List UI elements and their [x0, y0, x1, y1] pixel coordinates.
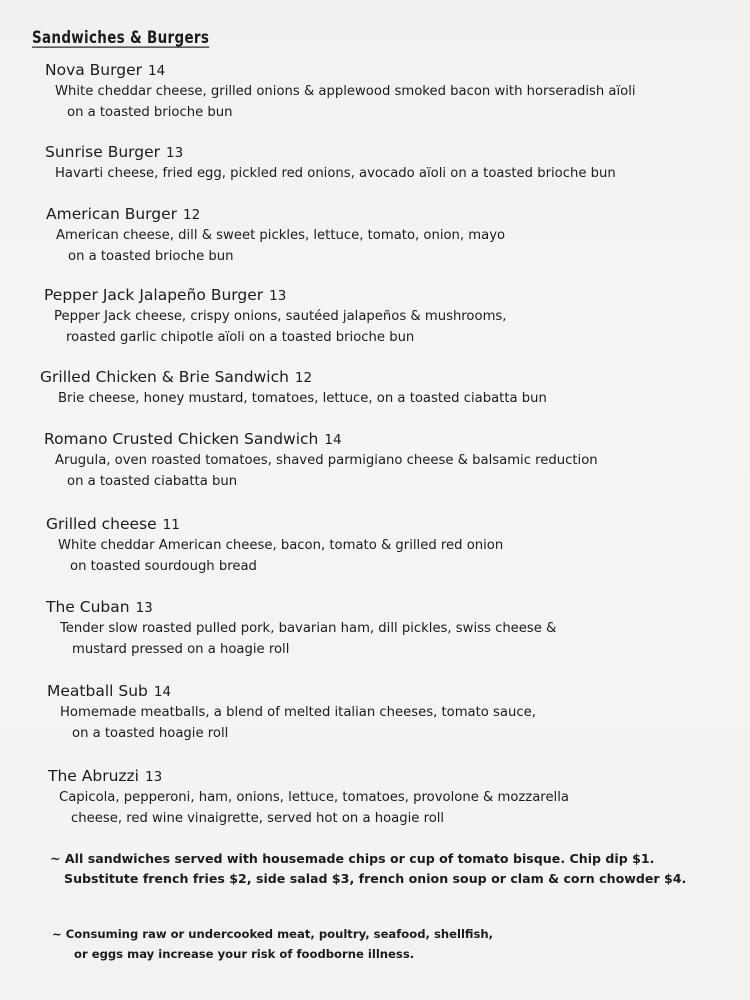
menu-item [46, 204, 505, 267]
item-desc-line1: Brie cheese, honey mustard, tomatoes, lettuce, on a toasted ciabatta bun [58, 391, 547, 406]
menu-item [40, 367, 547, 409]
menu-item [46, 514, 503, 577]
item-price: 11 [162, 517, 180, 533]
item-name: The Cuban [46, 598, 130, 616]
item-title [44, 429, 598, 450]
item-description [60, 702, 536, 744]
health-warning-line2: or eggs may increase your risk of foodborne illness. [74, 947, 415, 961]
item-title [46, 597, 556, 618]
item-name: Pepper Jack Jalapeño Burger [44, 286, 264, 304]
item-desc-line2: on a toasted ciabatta bun [67, 474, 238, 489]
menu-item [44, 429, 598, 492]
item-desc-line2: on a toasted brioche bun [68, 249, 234, 264]
item-price: 14 [147, 63, 166, 79]
item-price: 12 [294, 370, 313, 386]
item-description [55, 81, 636, 123]
menu-item [44, 285, 506, 348]
item-desc-line1: White cheddar cheese, grilled onions & applewood smoked bacon with horseradish aïoli [55, 84, 636, 99]
sides-note-line2: Substitute french fries $2, side salad $3, french onion soup or clam & corn chowder $4. [64, 871, 687, 886]
item-title [46, 204, 505, 225]
item-desc-line1: White cheddar American cheese, bacon, tomato & grilled red onion [58, 538, 504, 553]
section-heading: Sandwiches & Burgers [32, 27, 210, 48]
item-name: Romano Crusted Chicken Sandwich [44, 430, 319, 448]
item-name: Nova Burger [45, 61, 142, 79]
item-description [55, 163, 616, 184]
item-name: Grilled Chicken & Brie Sandwich [40, 368, 289, 386]
item-name: Meatball Sub [47, 682, 148, 700]
item-title [46, 514, 503, 535]
item-desc-line2: on a toasted hoagie roll [72, 726, 229, 741]
sides-note-line1: ~ All sandwiches served with housemade chips or cup of tomato bisque. Chip dip $1. [50, 851, 655, 866]
item-desc-line1: Capicola, pepperoni, ham, onions, lettuce, tomatoes, provolone & mozzarella [59, 790, 569, 805]
item-title [44, 285, 506, 306]
item-price: 13 [135, 600, 153, 616]
item-title [45, 142, 616, 163]
item-title [45, 60, 636, 81]
item-desc-line2: on a toasted brioche bun [67, 105, 233, 120]
menu-item [45, 60, 636, 123]
item-price: 14 [324, 432, 342, 448]
item-title [48, 766, 569, 787]
item-description [59, 787, 569, 829]
menu-item [46, 597, 556, 660]
item-price: 13 [166, 145, 184, 161]
item-description [60, 618, 556, 660]
item-desc-line2: on toasted sourdough bread [70, 559, 257, 574]
item-title [47, 681, 536, 702]
item-desc-line1: American cheese, dill & sweet pickles, lettuce, tomato, onion, mayo [56, 228, 506, 243]
health-warning [52, 924, 493, 964]
item-desc-line1: Tender slow roasted pulled pork, bavarian ham, dill pickles, swiss cheese & [60, 621, 557, 636]
item-price: 12 [183, 207, 201, 223]
item-desc-line1: Havarti cheese, fried egg, pickled red onions, avocado aïoli on a toasted brioche bun [55, 166, 616, 181]
item-desc-line1: Arugula, oven roasted tomatoes, shaved parmigiano cheese & balsamic reduction [55, 453, 598, 468]
sides-note [50, 849, 686, 889]
item-name: Grilled cheese [46, 515, 157, 533]
item-desc-line2: roasted garlic chipotle aïoli on a toasted brioche bun [66, 330, 415, 345]
item-description [55, 450, 598, 492]
item-title [40, 367, 547, 388]
item-description [58, 535, 503, 577]
item-price: 14 [153, 684, 172, 700]
item-desc-line1: Homemade meatballs, a blend of melted italian cheeses, tomato sauce, [60, 705, 536, 720]
item-desc-line2: cheese, red wine vinaigrette, served hot on a hoagie roll [71, 811, 445, 826]
menu-item [48, 766, 569, 829]
health-warning-line1: ~ Consuming raw or undercooked meat, poultry, seafood, shellfish, [52, 927, 494, 941]
item-desc-line2: mustard pressed on a hoagie roll [72, 642, 290, 657]
item-description [56, 225, 505, 267]
item-description [58, 388, 547, 409]
item-name: Sunrise Burger [45, 143, 161, 161]
menu-item [45, 142, 616, 184]
item-description [54, 306, 506, 348]
item-price: 13 [144, 769, 163, 785]
item-desc-line1: Pepper Jack cheese, crispy onions, sautéed jalapeños & mushrooms, [54, 309, 507, 324]
item-name: The Abruzzi [48, 767, 139, 785]
menu-item [47, 681, 536, 744]
item-price: 13 [269, 288, 287, 304]
item-name: American Burger [46, 205, 177, 223]
